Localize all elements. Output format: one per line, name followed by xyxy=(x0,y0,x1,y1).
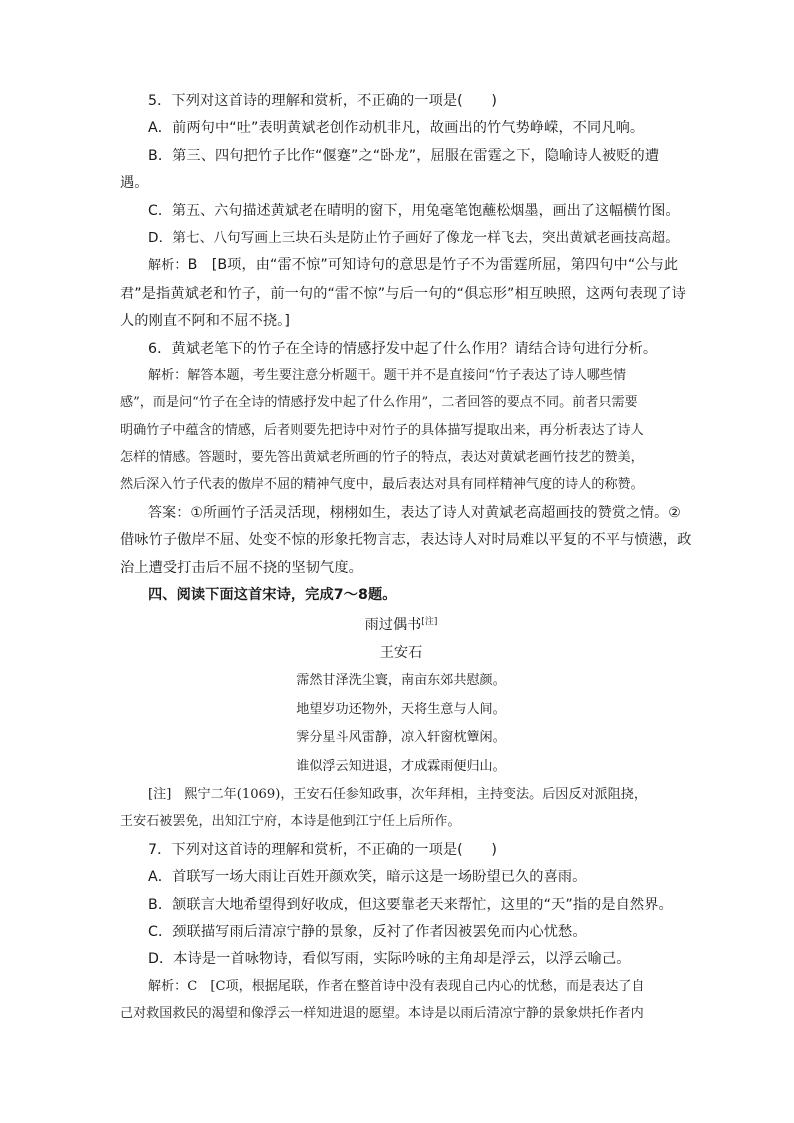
poem-line: 地望岁功还物外，天将生意与人间。 xyxy=(296,701,506,717)
q6-analysis-text: 解答本题，考生要注意分析题干。题干并不是直接问“竹子表达了诗人哪些情 xyxy=(187,367,627,383)
poem-author: 王安石 xyxy=(379,645,423,662)
poem-title xyxy=(120,613,682,634)
q6-answer-text: ①所画竹子活灵活现，栩栩如生，表达了诗人对黄斌老高超画技的赞赏之情。② xyxy=(190,504,681,521)
q5-option-a: A．前两句中“吐”表明黄斌老创作动机非凡，故画出的竹气势峥嵘，不同凡响。 xyxy=(148,120,645,137)
q6-analysis-cont: 然后深入竹子代表的傲岸不屈的精神气度中，最后表达对具有同样精神气度的诗人的称赞。 xyxy=(120,477,644,493)
q7-option-d: D．本诗是一首咏物诗，看似写雨，实际吟咏的主角却是浮云，以浮云喻己。 xyxy=(148,951,631,968)
poem-line: 谁似浮云知进退，才成霖雨便归山。 xyxy=(296,758,506,774)
q5-option-d: D．第七、八句写画上三块石头是防止竹子画好了像龙一样飞去，突出黄斌老画技高超。 xyxy=(148,229,679,246)
q5-option-b: B．第三、四句把竹子比作“偃蹇”之“卧龙”，屈服在雷霆之下，隐喻诗人被贬的遭 xyxy=(148,147,660,164)
q7-analysis-cont: 己对救国救民的渴望和像浮云一样知进退的愿望。本诗是以雨后清凉宁静的景象烘托作者内 xyxy=(120,1006,644,1022)
q7-analysis-text: C [C项，根据尾联，作者在整首诗中没有表现自己内心的忧愁，而是表达了自 xyxy=(187,978,645,994)
poem-line: 霁分星斗风雷静，凉入轩窗枕簟闲。 xyxy=(296,730,506,746)
poem-note-text: 熙宁二年(1069)，王安石任参知政事，次年拜相，主持变法。后因反对派阻挠， xyxy=(184,786,647,802)
analysis-label: 解析： xyxy=(148,978,188,994)
q5-analysis-cont: 君”是指黄斌老和竹子，前一句的“雷不惊”与后一句的“俱忘形”相互映照，这两句表现了诗 xyxy=(120,285,686,302)
q5-option-b-cont: 遇。 xyxy=(120,175,149,192)
document-page xyxy=(120,92,692,1033)
poem-note xyxy=(120,786,682,804)
q7-option-c: C．颈联描写雨后清凉宁静的景象，反衬了作者因被罢免而内心忧愁。 xyxy=(148,923,587,940)
q5-analysis-cont: 人的刚直不阿和不屈不挠。] xyxy=(120,313,290,330)
q6-answer-cont: 借咏竹子傲岸不屈、处变不惊的形象托物言志，表达诗人对时局难以平复的不平与愤懑，政 xyxy=(120,532,692,549)
q7-analysis xyxy=(120,978,682,996)
q7-option-b: B．颔联言大地希望得到好收成，但这要靠老天来帮忙，这里的“天”指的是自然界。 xyxy=(148,896,673,913)
poem-line: 霈然甘泽洗尘寰，南亩东郊共慰颜。 xyxy=(296,673,506,689)
analysis-label: 解析： xyxy=(148,258,188,274)
q5-analysis xyxy=(120,256,682,275)
analysis-label: 解析： xyxy=(148,367,188,383)
q6-analysis xyxy=(120,367,682,385)
section-heading: 四、阅读下面这首宋诗，完成7～8题。 xyxy=(148,587,397,604)
poem-note-mark: [注] xyxy=(421,617,438,628)
poem-note-cont: 王安石被罢免，出知江宁府，本诗是他到江宁任上后所作。 xyxy=(120,814,461,830)
q6-answer xyxy=(120,504,682,522)
q5-stem: 5．下列对这首诗的理解和赏析，不正确的一项是( ) xyxy=(148,93,498,109)
q7-stem: 7．下列对这首诗的理解和赏析，不正确的一项是( ) xyxy=(148,841,498,858)
q6-stem: 6．黄斌老笔下的竹子在全诗的情感抒发中起了什么作用？请结合诗句进行分析。 xyxy=(148,340,658,357)
q6-analysis-cont: 感”，而是问“竹子在全诗的情感抒发中起了什么作用”，二者回答的要点不同。前者只需要 xyxy=(120,395,638,411)
poem-title-text: 雨过偶书 xyxy=(364,617,422,634)
q5-analysis-text: B [B项，由“雷不惊”可知诗句的意思是竹子不为雷霆所屈，第四句中“公与此 xyxy=(187,257,679,274)
q7-option-a: A．首联写一场大雨让百姓开颜欢笑，暗示这是一场盼望已久的喜雨。 xyxy=(148,869,587,886)
note-label: [注] xyxy=(148,786,172,802)
q6-answer-cont: 治上遭受打击后不屈不挠的坚韧气度。 xyxy=(120,559,363,576)
q6-analysis-cont: 怎样的情感。答题时，要先答出黄斌老所画的竹子的特点，表达对黄斌老画竹技艺的赞美， xyxy=(120,450,644,466)
q5-option-c: C．第五、六句描述黄斌老在晴明的窗下，用兔毫笔饱蘸松烟墨，画出了这幅横竹图。 xyxy=(148,202,680,219)
answer-label: 答案： xyxy=(148,504,191,521)
q6-analysis-cont: 明确竹子中蕴含的情感，后者则要先把诗中对竹子的具体描写提取出来，再分析表达了诗人 xyxy=(120,422,644,438)
